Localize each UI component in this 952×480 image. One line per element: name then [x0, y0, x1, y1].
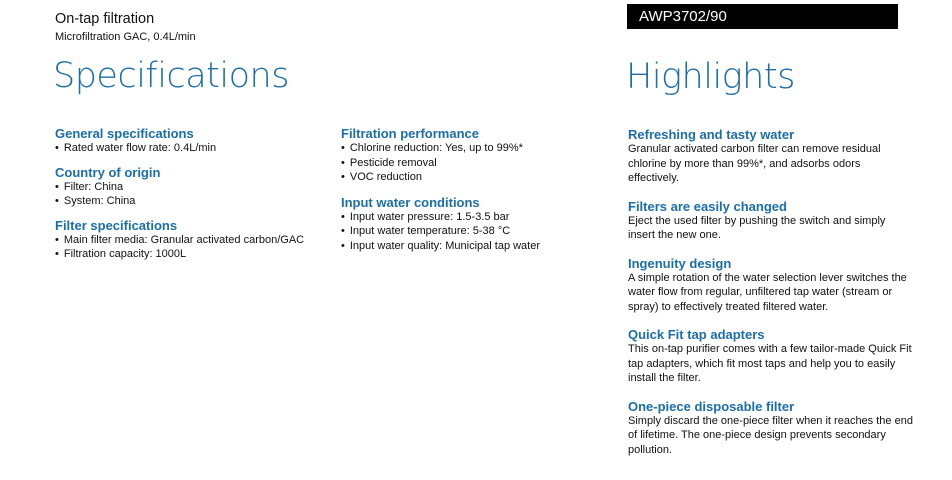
highlight-heading: Refreshing and tasty water: [628, 127, 795, 142]
specifications-title: Specifications: [53, 56, 289, 96]
spec-item: • System: China: [55, 194, 335, 209]
highlight-heading: Filters are easily changed: [628, 198, 787, 214]
spec-item: • Rated water flow rate: 0.4L/min: [55, 141, 335, 156]
spec-item: • VOC reduction: [341, 170, 611, 185]
model-number: AWP3702/90: [639, 8, 727, 25]
highlight-item: [628, 199, 913, 243]
spec-item: • Input water temperature: 5-38 °C: [341, 224, 611, 239]
highlight-body: Granular activated carbon filter can remove residual chlorine by more than 99%*, and adsorbs odors effectively.: [628, 143, 881, 184]
spec-item: • Input water pressure: 1.5-3.5 bar: [341, 210, 611, 225]
highlight-body: This on-tap purifier comes with a few tailor-made Quick Fit tap adapters, which fit most taps and help you to easily install the filter.: [628, 343, 912, 384]
spec-section-filtration-performance: [341, 126, 611, 185]
highlights-column: [628, 127, 913, 470]
spec-item: • Chlorine reduction: Yes, up to 99%*: [341, 141, 611, 156]
highlight-item: [628, 399, 913, 458]
highlight-body: Eject the used filter by pushing the switch and simply insert the new one.: [628, 214, 886, 241]
highlight-item: [628, 127, 913, 186]
spec-heading: Filter specifications: [55, 217, 178, 233]
specs-column-1: [55, 126, 335, 271]
spec-heading: Country of origin: [55, 164, 161, 180]
highlight-body: A simple rotation of the water selection lever switches the water flow from regular, unfiltered tap water (stream or spray) to effectively treated filtered water.: [628, 271, 907, 313]
spec-section-general: [55, 126, 335, 156]
highlight-item: [628, 327, 913, 386]
spec-heading: General specifications: [55, 126, 194, 141]
specs-column-2: [341, 126, 611, 263]
spec-item: • Main filter media: Granular activated carbon/GAC: [55, 233, 335, 248]
product-subtitle: Microfiltration GAC, 0.4L/min: [55, 31, 196, 43]
spec-list: [55, 180, 335, 209]
highlight-item: [628, 256, 913, 315]
spec-heading: Input water conditions: [341, 194, 480, 210]
spec-heading: Filtration performance: [341, 126, 479, 141]
spec-list: [55, 233, 335, 262]
spec-list: [55, 141, 335, 156]
spec-item: • Input water quality: Municipal tap water: [341, 239, 611, 254]
spec-list: [341, 141, 611, 185]
highlights-title: Highlights: [626, 57, 795, 97]
product-name: On-tap filtration: [55, 11, 155, 27]
spec-section-filter: [55, 218, 335, 262]
highlight-heading: One-piece disposable filter: [628, 398, 795, 414]
highlight-heading: Ingenuity design: [628, 255, 732, 271]
spec-item: • Filtration capacity: 1000L: [55, 247, 335, 262]
spec-section-origin: [55, 165, 335, 209]
spec-list: [341, 210, 611, 254]
spec-item: • Pesticide removal: [341, 156, 611, 171]
spec-item: • Filter: China: [55, 180, 335, 195]
spec-section-input-water: [341, 195, 611, 254]
model-number-bar: [627, 4, 898, 29]
highlight-heading: Quick Fit tap adapters: [628, 327, 765, 342]
highlight-body: Simply discard the one-piece filter when it reaches the end of lifetime. The one-piece design prevents secondary pollution.: [628, 414, 913, 456]
